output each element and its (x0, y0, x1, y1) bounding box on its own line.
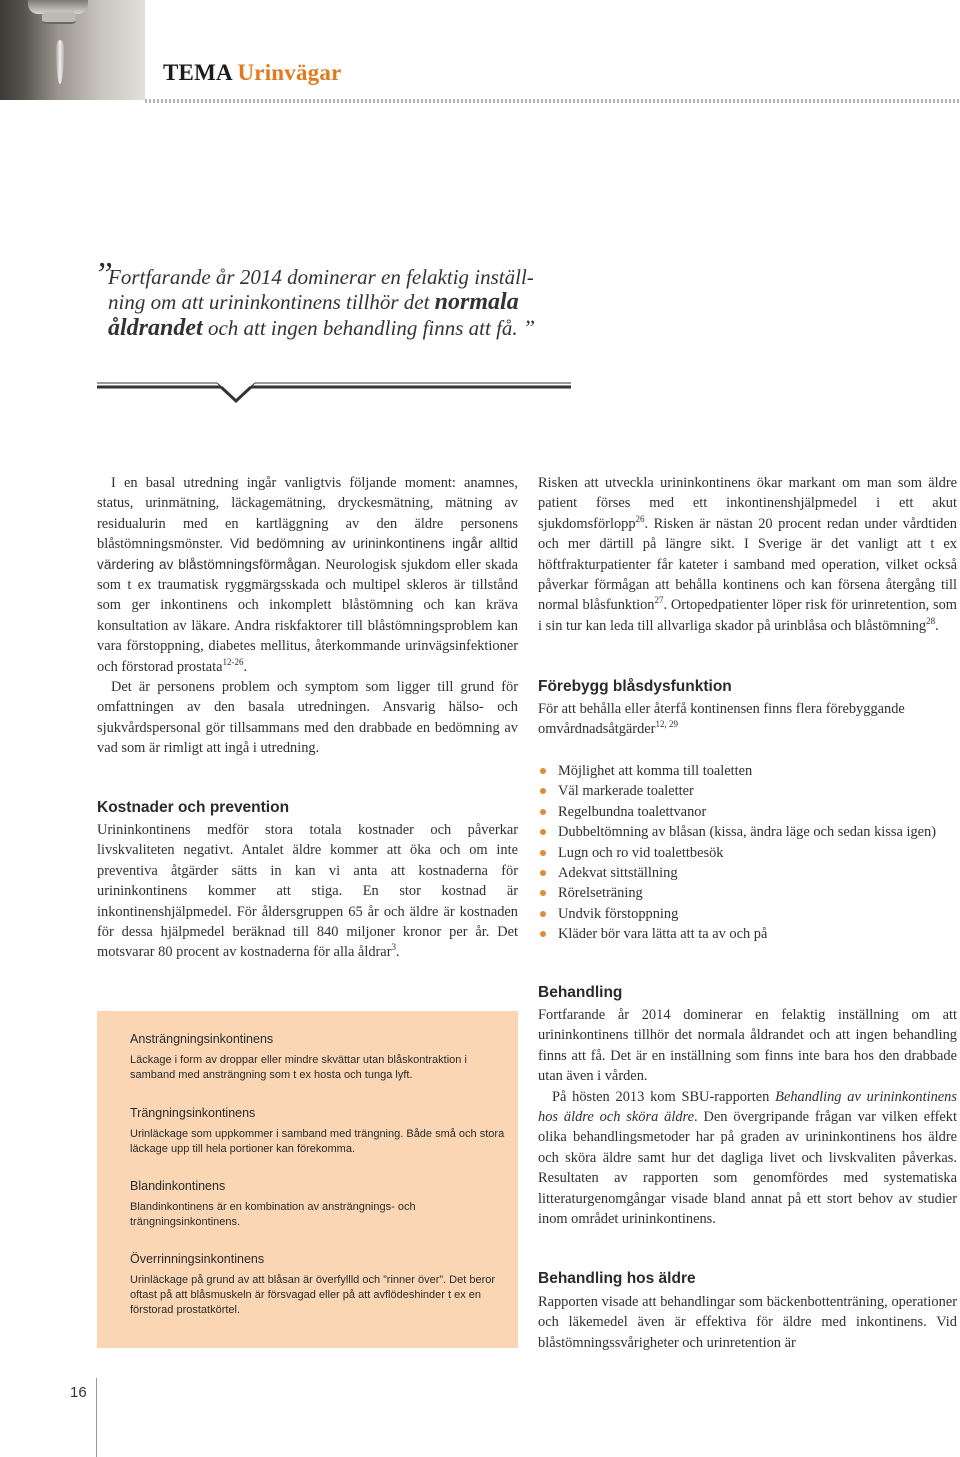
left-p1-text: I en basal utredning ingår vanligtvis följande moment: anamnes, status, urinmätning, läckagemätning, dryckesmätning, mätning av residualurin med en kartläggning av den äldre personens blåstömningsmönster. (97, 475, 518, 553)
behandling-p2b: . Den övergripande frågan var vilken effekt olika behandlingsmetoder har på graden av urininkontinens hos äldre och sköra äldre samt hur det dagliga livet och livskvaliten påverkas. Resultaten av rapporten som genomfördes med systematiska litteraturgenomgångar visade bland annat på ett stort behov av studier inom området urininkontinens. (538, 1109, 957, 1228)
list-item (538, 883, 960, 903)
infobox-item (130, 1252, 510, 1318)
header-tema: TEMA (163, 60, 232, 85)
kostnader-end: . (395, 944, 400, 961)
footer-rule (96, 1378, 97, 1457)
infobox-text: Urinläckage som uppkommer i samband med trängning. Både små och stora läckage upp till hela portioner kan förekomma. (130, 1128, 505, 1155)
list-item (538, 924, 960, 944)
right-column-text (538, 473, 957, 636)
kostnader-ref: 3 (391, 942, 396, 953)
right-paragraph-1 (538, 473, 957, 636)
prevention-list (538, 761, 960, 945)
water-drop-icon (56, 40, 64, 84)
left-paragraph-2: Det är personens problem och symptom som ligger till grund för omfattningen av den basala utredningen. Ansvarig hälso- och sjukvårdspersonal gör tillsammans med den drabbade en bedömning av vad som är rimligt att ingå i utredning. (97, 679, 518, 757)
left-p1-rest-text: Neurologisk sjukdom eller skada som t ex traumatisk ryggmärgsskada och multipel skleros är tillstånd som ger inkontinens och inkomplett blåstömning och kan kräva konsultation av läkare. Andra riskfaktorer till blåstömningsproblem kan vara förstoppning, diabetes mellitus, återkommande urinvägsinfektioner och förstorad prostata (97, 556, 518, 675)
quote-strong1: normala (434, 289, 519, 315)
right-p1d: . (935, 617, 939, 634)
list-item (538, 904, 960, 924)
list-item (538, 761, 960, 781)
right-p1b: . Risken är nästan 20 procent redan under vårdtiden och mer därtill på längre sikt. I Sverige är det vanligt att t ex höftfrakturpatienter får kateter i samband med operation, vilket också påverkar förmågan att behålla kontinens och kan försena återgång till normal blåsfunktion (538, 515, 957, 614)
behandling-p1: Fortfarande år 2014 dominerar en felaktig inställning om att urininkontinens tillhör det normala åldrandet och att ingen behandling finns att få. Det är en inställning som finns inte bara hos den drabbade utan även i vården. (538, 1007, 957, 1085)
bullet-dot-icon (540, 890, 546, 896)
infobox-item (130, 1179, 510, 1230)
right-ref-1: 26 (635, 514, 645, 525)
infobox-item (130, 1106, 510, 1157)
bullet-dot-icon (540, 850, 546, 856)
quote-part3: och att ingen behandling finns att få. (202, 316, 523, 340)
page-number: 16 (70, 1384, 87, 1401)
bullet-dot-icon (540, 870, 546, 876)
heading-behandling: Behandling (538, 984, 623, 1001)
forebygg-intro-text: För att behålla eller återfå kontinensen finns flera förebyggande omvårdnadsåtgärder (538, 701, 905, 738)
bullet-dot-icon (540, 809, 546, 815)
header-dotted-line (145, 99, 960, 103)
infobox-heading: Trängningsinkontinens (130, 1106, 256, 1120)
bullet-dot-icon (540, 911, 546, 917)
bullet-dot-icon (540, 931, 546, 937)
bullet-dot-icon (540, 788, 546, 794)
page-header-title (163, 60, 342, 86)
list-item-text: Väl markerade toaletter (558, 783, 694, 800)
kostnader-body: Urininkontinens medför stora totala kostnader och påverkar livskvaliteten negativt. Antalet äldre kommer att öka och om inte preventiva åtgärder sätts in kan vi anta att kostnaderna för urininkontinens kommer att stiga. En stor kostnad är inkontinenshjälpmedel. För åldersgruppen 65 år och äldre är kostnaden för dessa hjälpmedel beräknad till 840 miljoner kronor per år. Det motsvarar 80 procent av kostnaderna för alla åldrar (97, 822, 518, 961)
tap-aerator (42, 12, 76, 24)
list-item (538, 863, 960, 883)
heading-kostnader: Kostnader och prevention (97, 799, 290, 816)
left-p1-ref: 12-26 (222, 656, 244, 667)
left-paragraph-1 (97, 473, 518, 677)
left-column-text (97, 473, 518, 759)
right-p1a: Risken att utveckla urininkontinens ökar markant om man som äldre patient förses med ett inkontinenshjälpmedel i ett akut sjukdomsförlopp (538, 475, 957, 532)
left-p1-end: . (243, 658, 248, 675)
header-photo (0, 0, 145, 100)
quote-part1: Fortfarande år 2014 dominerar en felaktig inställ- (108, 265, 534, 289)
list-item-text: Regelbundna toalettvanor (558, 803, 707, 820)
left-p1-sans-text: Vid bedömning av urininkontinens ingår alltid värdering av blåstömningsförmågan. (97, 536, 518, 572)
header-topic: Urinvägar (237, 60, 342, 85)
sbu-report-title: Behandling av urininkontinens hos äldre och sköra äldre (538, 1088, 957, 1126)
right-ref-2: 27 (654, 595, 664, 606)
list-item-text: Dubbeltömning av blåsan (kissa, ändra läge och sedan kissa igen) (558, 824, 937, 841)
behandling-p2a: På hösten 2013 kom SBU-rapporten (552, 1088, 776, 1105)
right-ref-3: 28 (926, 616, 936, 627)
forebygg-intro (538, 699, 957, 740)
list-item-text: Lugn och ro vid toalettbesök (558, 844, 724, 861)
infobox-text: Läckage i form av droppar eller mindre skvättar utan blåskontraktion i samband med ansträngning som t ex hosta och tunga lyft. (130, 1054, 467, 1081)
infobox-heading: Blandinkontinens (130, 1179, 226, 1193)
list-item (538, 802, 960, 822)
infobox-heading: Ansträngningsinkontinens (130, 1032, 274, 1046)
quote-part2: ning om att urininkontinens tillhör det (108, 290, 435, 314)
bullet-dot-icon (540, 829, 546, 835)
heading-forebygg: Förebygg blåsdysfunktion (538, 678, 732, 695)
quote-close-mark: ” (522, 315, 536, 340)
heading-behandling-aldre: Behandling hos äldre (538, 1270, 696, 1287)
infobox-text: Blandinkontinens är en kombination av ansträngnings- och trängningsinkontinens. (130, 1201, 416, 1228)
quote-open-mark: ” (94, 256, 113, 293)
behandling-aldre-text (538, 1292, 957, 1353)
behandling-aldre-body: Rapporten visade att behandlingar som bäckenbottenträning, operationer och läkemedel även är effektiva för äldre med inkontinens. Vid blåstömningssvårigheter och urinretention är (538, 1294, 957, 1351)
list-item-text: Undvik förstoppning (558, 905, 679, 922)
kostnader-text (97, 820, 518, 963)
quote-strong2: åldrandet (108, 315, 203, 341)
infobox-text: Urinläckage på grund av att blåsan är överfyllld och ”rinner över”. Det beror oftast på att blåsmuskeln är försvagad eller på att avflödeshinder t ex en förstorad prostatkörtel. (130, 1274, 496, 1316)
behandling-text (538, 1005, 957, 1229)
list-item (538, 843, 960, 863)
right-p1c: . Ortopedpatienter löper risk för urinretention, som i sin tur kan leda till allvarliga skador på urinblåsa och blåstömning (538, 597, 958, 634)
list-item-text: Möjlighet att komma till toaletten (558, 763, 753, 779)
list-item-text: Rörelseträning (558, 885, 643, 902)
infobox-heading: Överrinningsinkontinens (130, 1252, 265, 1266)
list-item-text: Kläder bör vara lätta att ta av och på (558, 926, 768, 943)
bullet-dot-icon (540, 768, 546, 774)
behandling-p2 (538, 1087, 957, 1230)
list-item-text: Adekvat sittställning (558, 865, 678, 882)
quote-divider (97, 380, 571, 404)
list-item (538, 822, 960, 842)
pull-quote (108, 265, 578, 341)
list-item (538, 781, 960, 801)
infobox-item (130, 1032, 510, 1083)
forebygg-ref: 12, 29 (655, 719, 678, 730)
